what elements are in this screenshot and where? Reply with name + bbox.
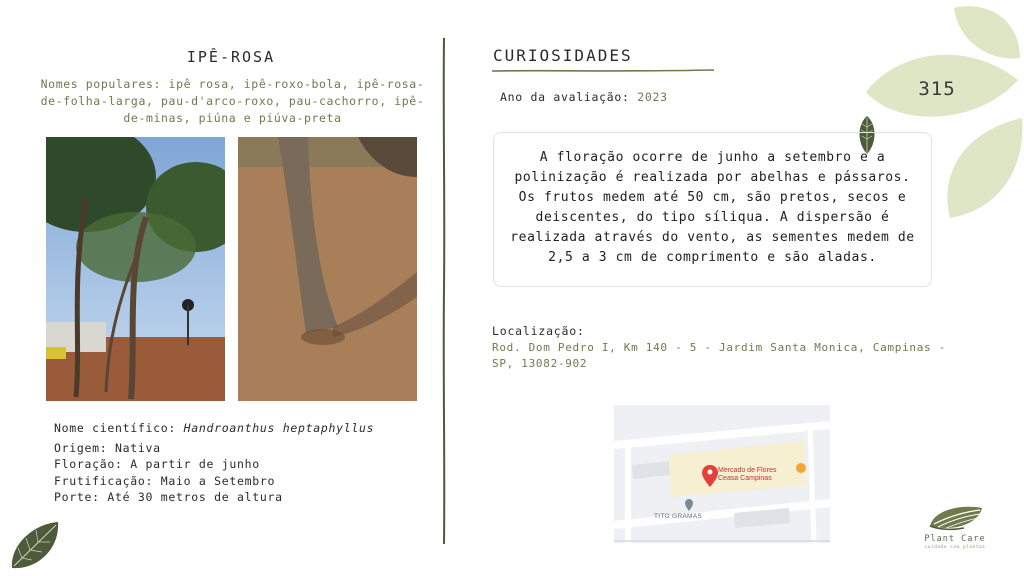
map-place-line1: Mercado de Flores [718,467,777,474]
title-underline [492,68,714,74]
location-label: Localização: [492,324,585,338]
brand-tagline: cuidado com plantas [924,545,986,550]
bottom-leaf-icon [8,520,62,572]
scientific-name: Handroanthus heptaphyllus [183,421,375,435]
year-label: Ano da avaliação: [500,90,638,104]
page-number: 315 [918,78,956,100]
curiosity-box [493,132,932,287]
map-place-line2: Ceasa Campinas [718,475,772,482]
evaluation-year [500,90,668,104]
curiosity-text: A floração ocorre de junho a setembro e a polinização é realizada por abelhas e pássaros. Os frutos medem até 50 cm, são pretos, secos e deiscentes, do tipo síliqua. A dispersão é realizada através do vento, as sementes medem de 2,5 a 3 cm de comprimento e são aladas. [510,150,915,265]
year-value: 2023 [637,90,668,104]
map-nearby-label: TITO GRAMAS [654,513,702,520]
location-map[interactable] [614,405,830,543]
fruiting: Frutificação: Maio a Setembro [54,473,276,488]
scientific-name-label: Nome científico: [54,421,184,435]
popular-names: Nomes populares: ipê rosa, ipê-roxo-bola, ipê-rosa-de-folha-larga, pau-d'arco-roxo, pau-cachorro, ipê-de-minas, piúna e piúva-preta [40,77,425,125]
scientific-name-row [54,420,374,437]
species-title: IPÊ-ROSA [186,48,276,66]
tree-photo-wide [46,137,225,401]
vertical-divider [440,38,448,544]
origin: Origem: Nativa [54,440,161,455]
curiosities-title: CURIOSIDADES [493,46,633,65]
location-address: Rod. Dom Pedro I, Km 140 - 5 - Jardim Santa Monica, Campinas - SP, 13082-902 [492,341,946,370]
species-facts [54,420,374,506]
map-place-name [718,467,776,483]
brand-name: Plant Care [924,534,986,544]
size: Porte: Até 30 metros de altura [54,490,283,504]
tree-trunk-photo [238,137,417,401]
flowering: Floração: A partir de junho [54,457,260,471]
